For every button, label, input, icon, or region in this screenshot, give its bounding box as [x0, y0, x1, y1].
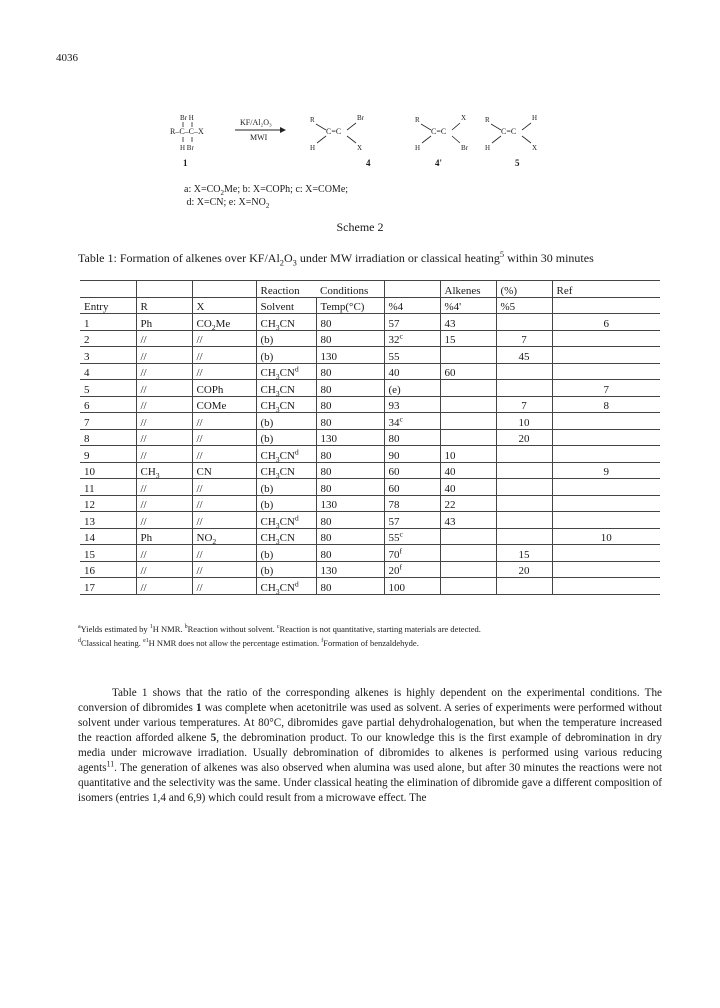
p5-cell	[496, 314, 552, 331]
p4prime-cell	[440, 528, 496, 545]
solvent-cell: (b)	[256, 413, 316, 430]
p4prime-cell	[440, 380, 496, 397]
ref-cell	[552, 578, 660, 595]
scheme-drawing	[170, 112, 560, 182]
x-cell: //	[192, 561, 256, 578]
svg-text:C=C: C=C	[431, 127, 447, 136]
p5-cell	[496, 528, 552, 545]
svg-text:X: X	[461, 114, 467, 122]
temp-cell: 80	[316, 446, 384, 463]
svg-text:R: R	[485, 116, 490, 124]
p4prime-cell: 22	[440, 495, 496, 512]
ref-cell	[552, 330, 660, 347]
solvent-cell: $CH_3CN$	[256, 380, 316, 397]
table-row	[80, 495, 660, 512]
x-cell: //	[192, 429, 256, 446]
r-cell: //	[136, 396, 192, 413]
table-row	[80, 462, 660, 479]
temp-cell: 80	[316, 330, 384, 347]
r-cell: $CH_3$	[136, 462, 192, 479]
solvent-cell: $CH_3CN$	[256, 314, 316, 331]
p4-cell: (e)	[384, 380, 440, 397]
table-row	[80, 380, 660, 397]
x-cell: $CO_2Me$	[192, 314, 256, 331]
table-body	[80, 314, 660, 595]
p5-cell: 20	[496, 561, 552, 578]
ref-cell	[552, 495, 660, 512]
p4prime-cell	[440, 347, 496, 364]
p4-cell: 20$^f$	[384, 561, 440, 578]
x-cell: //	[192, 479, 256, 496]
r-cell: //	[136, 561, 192, 578]
body-paragraph: Table 1 shows that the ratio of the corresponding alkenes is highly dependent on the experimental conditions. The conversion of dibromides 1 was complete when acetonitrile was used as solvent. A series of experiments were performed without solvent under various temperatures. At 80°C, dibromides gave partial dehydrohalogenation, but when the temperature increased the reaction afforded alkene 5, the debromination product. To our knowledge this is the first example of debromination in dry media under microwave irradiation. Usually debromination of dibromides to alkenes is performed using various reducing agents$^{11}$. The generation of alkenes was also observed when alumina was used alone, but after 30 minutes the reactions were not quantitative and the selectivity was the same. Under classical heating the elimination of dibromide gave a different composition of isomers (entries 1,4 and 6,9) which could result from a microwave effect. The	[78, 687, 662, 804]
r-cell: //	[136, 363, 192, 380]
p4prime-cell: 40	[440, 462, 496, 479]
x-cell: CN	[192, 462, 256, 479]
table-row	[80, 314, 660, 331]
p4prime-cell	[440, 578, 496, 595]
p4prime-cell: 60	[440, 363, 496, 380]
table-row	[80, 429, 660, 446]
p5-cell	[496, 363, 552, 380]
p5-cell: 7	[496, 396, 552, 413]
solvent-cell: (b)	[256, 545, 316, 562]
x-cell: COMe	[192, 396, 256, 413]
entry-cell: 15	[84, 548, 95, 561]
svg-text:Br: Br	[461, 144, 468, 152]
entry-cell: 1	[84, 317, 90, 330]
p5-cell	[496, 512, 552, 529]
r-cell: //	[136, 330, 192, 347]
solvent-cell: (b)	[256, 495, 316, 512]
p4prime-cell	[440, 561, 496, 578]
temp-cell: 80	[316, 380, 384, 397]
label-product-4: 4	[366, 158, 371, 168]
temp-cell: 80	[316, 512, 384, 529]
r-cell: Ph	[136, 528, 192, 545]
x-header: X	[192, 297, 256, 314]
label-product-5: 5	[515, 158, 520, 168]
p4-cell: 57	[384, 314, 440, 331]
x-cell: //	[192, 446, 256, 463]
r-cell: //	[136, 429, 192, 446]
svg-text:X: X	[357, 144, 363, 152]
entry-cell: 7	[84, 416, 90, 429]
p4prime-cell	[440, 396, 496, 413]
p4prime-cell	[440, 413, 496, 430]
p5-cell: 10	[496, 413, 552, 430]
entry-cell: 14	[84, 532, 95, 544]
temp-cell: 80	[316, 413, 384, 430]
reagent-label: KF/Al₂O₃	[240, 118, 272, 127]
entry-cell: 3	[84, 350, 90, 363]
p4-cell: 70$^f$	[384, 545, 440, 562]
x-cell: //	[192, 545, 256, 562]
ref-cell	[552, 429, 660, 446]
ref-cell: 7	[552, 380, 660, 397]
p4prime-cell	[440, 545, 496, 562]
ref-cell: 6	[552, 314, 660, 331]
footnote-line2: $^d$Classical heating. $^{e1}$H NMR does not allow the percentage estimation. $^f$Formation of benzaldehyde.	[78, 638, 419, 648]
p4prime-header: %4'	[440, 297, 496, 314]
table-row	[80, 512, 660, 529]
ref-cell	[552, 363, 660, 380]
p5-cell	[496, 578, 552, 595]
results-table	[80, 280, 660, 595]
table-row	[80, 578, 660, 595]
entry-cell: 6	[84, 400, 90, 412]
r-cell: //	[136, 479, 192, 496]
p5-cell: 20	[496, 429, 552, 446]
x-cell: //	[192, 330, 256, 347]
temp-cell: 80	[316, 396, 384, 413]
x-cell: //	[192, 578, 256, 595]
table-row	[80, 347, 660, 364]
temp-cell: 80	[316, 578, 384, 595]
r-cell: //	[136, 495, 192, 512]
x-cell: //	[192, 363, 256, 380]
x-cell: COPh	[192, 380, 256, 397]
group-pct-header: (%)	[496, 281, 552, 298]
p5-cell: 7	[496, 330, 552, 347]
entry-cell: 11	[84, 482, 95, 495]
body-text	[78, 686, 662, 806]
r-cell: //	[136, 380, 192, 397]
temp-cell: 80	[316, 363, 384, 380]
p4-cell: 60	[384, 462, 440, 479]
ref-cell: 8	[552, 396, 660, 413]
p4-cell: 80	[384, 429, 440, 446]
x-cell: //	[192, 347, 256, 364]
entry-cell: 17	[84, 581, 95, 594]
reaction-scheme	[170, 112, 560, 232]
svg-text:C=C: C=C	[501, 127, 517, 136]
x-cell: //	[192, 512, 256, 529]
p5-cell: 45	[496, 347, 552, 364]
p5-header: %5	[496, 297, 552, 314]
solvent-cell: (b)	[256, 347, 316, 364]
svg-text:H: H	[310, 144, 316, 152]
svg-text:C=C: C=C	[326, 127, 342, 136]
entry-cell: 4	[84, 367, 90, 379]
footnote-line1: $^a$Yields estimated by $^1$H NMR. $^b$Reaction without solvent. $^c$Reaction is not quantitative, starting materials are detected.	[78, 624, 481, 634]
ref-cell	[552, 512, 660, 529]
reactant-chain: R–C–C–X	[170, 127, 204, 136]
table-row	[80, 330, 660, 347]
entry-cell: 13	[84, 515, 95, 528]
p4-cell: 32$^c$	[384, 330, 440, 347]
solvent-cell: $CH_3CN$	[256, 528, 316, 545]
svg-text:R: R	[415, 116, 420, 124]
svg-text:H: H	[532, 114, 538, 122]
table-row	[80, 396, 660, 413]
ref-cell	[552, 479, 660, 496]
entry-cell: 16	[84, 565, 95, 577]
p5-cell	[496, 446, 552, 463]
solvent-cell: (b)	[256, 561, 316, 578]
ref-cell: 10	[552, 528, 660, 545]
solvent-header: Solvent	[256, 297, 316, 314]
ref-cell: 9	[552, 462, 660, 479]
svg-text:H: H	[415, 144, 421, 152]
solvent-cell: $CH_3CN^d$	[256, 512, 316, 529]
p5-cell	[496, 495, 552, 512]
temp-cell: 130	[316, 561, 384, 578]
r-cell: //	[136, 446, 192, 463]
table-group-header-row	[80, 281, 660, 298]
solvent-cell: $CH_3CN$	[256, 396, 316, 413]
entry-cell: 10	[84, 466, 95, 478]
entry-cell: 9	[84, 449, 90, 462]
solvent-cell: $CH_3CN$	[256, 462, 316, 479]
label-product-4prime: 4'	[435, 158, 443, 168]
svg-text:H: H	[485, 144, 491, 152]
table-caption: Table 1: Formation of alkenes over $KF/Al_2O_3$ under MW irradiation or classical heating$^5$ within 30 minutes	[78, 250, 594, 268]
ref-cell	[552, 446, 660, 463]
table-row	[80, 446, 660, 463]
table-row	[80, 479, 660, 496]
p5-cell	[496, 462, 552, 479]
p4-cell: 90	[384, 446, 440, 463]
p4-cell: 55	[384, 347, 440, 364]
solvent-cell: (b)	[256, 330, 316, 347]
p4-cell: 55$^c$	[384, 528, 440, 545]
ref-cell	[552, 413, 660, 430]
solvent-cell: (b)	[256, 429, 316, 446]
p4-header: %4	[384, 297, 440, 314]
p5-cell: 15	[496, 545, 552, 562]
scheme-legend	[184, 183, 348, 209]
p4-cell: 60	[384, 479, 440, 496]
entry-cell: 2	[84, 334, 90, 346]
r-cell: //	[136, 413, 192, 430]
ref-cell	[552, 545, 660, 562]
p4prime-cell: 15	[440, 330, 496, 347]
reactant-bottom-atoms: H Br	[180, 144, 194, 152]
temp-cell: 80	[316, 545, 384, 562]
solvent-cell: $CH_3CN^d$	[256, 363, 316, 380]
p4prime-cell: 43	[440, 314, 496, 331]
p4-cell: 100	[384, 578, 440, 595]
p4-cell: 57	[384, 512, 440, 529]
ref-cell	[552, 347, 660, 364]
temp-cell: 130	[316, 347, 384, 364]
p4-cell: 93	[384, 396, 440, 413]
solvent-cell: $CH_3CN^d$	[256, 578, 316, 595]
r-cell: Ph	[136, 314, 192, 331]
p4prime-cell: 40	[440, 479, 496, 496]
reactant-top-atoms: Br H	[180, 114, 194, 122]
temp-cell: 130	[316, 495, 384, 512]
scheme-legend-line1: a: $X=CO_2Me$; b: X=COPh; c: X=COMe;	[184, 184, 349, 197]
p5-cell	[496, 479, 552, 496]
scheme-caption: Scheme 2	[336, 220, 384, 234]
entry-header: Entry	[84, 301, 109, 313]
group-reaction-header: Reaction	[256, 281, 316, 298]
temp-cell: 130	[316, 429, 384, 446]
solvent-cell: $CH_3CN^d$	[256, 446, 316, 463]
table-row	[80, 545, 660, 562]
p4-cell: 40	[384, 363, 440, 380]
p4prime-cell: 43	[440, 512, 496, 529]
svg-text:R: R	[310, 116, 315, 124]
svg-text:Br: Br	[357, 114, 364, 122]
condition-label: MWI	[250, 133, 268, 142]
x-cell: //	[192, 495, 256, 512]
scheme-legend-line2: d: X=CN; e: $X=NO_2$	[184, 197, 270, 210]
temp-cell: 80	[316, 528, 384, 545]
table-row	[80, 561, 660, 578]
p4-cell: 78	[384, 495, 440, 512]
x-cell: $NO_2$	[192, 528, 256, 545]
group-ref-header: Ref	[552, 281, 660, 298]
temp-cell: 80	[316, 479, 384, 496]
p4prime-cell: 10	[440, 446, 496, 463]
group-alkenes-header: Alkenes	[440, 281, 496, 298]
table-row	[80, 528, 660, 545]
r-cell: //	[136, 578, 192, 595]
ref-cell	[552, 561, 660, 578]
table-row	[80, 413, 660, 430]
entry-cell: 8	[84, 433, 90, 445]
temp-header: Temp(°C)	[316, 297, 384, 314]
table-header-row	[80, 297, 660, 314]
r-cell: //	[136, 512, 192, 529]
table-footnotes	[78, 622, 678, 650]
r-header: R	[136, 297, 192, 314]
entry-cell: 12	[84, 499, 95, 511]
group-conditions-header: Conditions	[320, 284, 369, 297]
label-reactant-1: 1	[183, 158, 188, 168]
page-number: 4036	[56, 52, 78, 64]
solvent-cell: (b)	[256, 479, 316, 496]
svg-text:X: X	[532, 144, 538, 152]
table-row	[80, 363, 660, 380]
temp-cell: 80	[316, 462, 384, 479]
r-cell: //	[136, 545, 192, 562]
p5-cell	[496, 380, 552, 397]
p4prime-cell	[440, 429, 496, 446]
entry-cell: 5	[84, 383, 90, 396]
r-cell: //	[136, 347, 192, 364]
x-cell: //	[192, 413, 256, 430]
p4-cell: 34$^c$	[384, 413, 440, 430]
temp-cell: 80	[316, 314, 384, 331]
